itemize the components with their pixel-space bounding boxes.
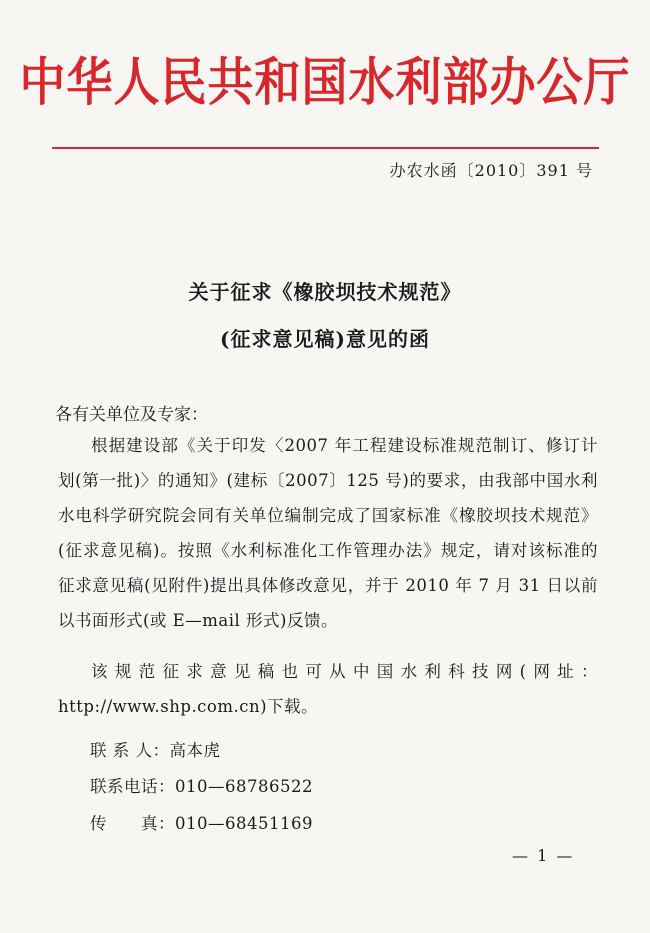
contact-fax: 传 真：010—68451169 (90, 814, 313, 833)
header-divider (52, 147, 599, 149)
contact-phone: 联系电话：010—68786522 (90, 777, 313, 796)
document-number: 办农水函〔2010〕391 号 (389, 161, 593, 180)
contact-person: 联 系 人：高本虎 (90, 741, 221, 760)
body-paragraph-2: 该规范征求意见稿也可从中国水利科技网(网址：http://www.shp.com.cn)下载。 (58, 662, 598, 716)
page-number: — 1 — (512, 846, 575, 865)
document-title-line1: 关于征求《橡胶坝技术规范》 (188, 280, 462, 304)
body-paragraph-1: 根据建设部《关于印发〈2007 年工程建设标准规范制订、修订计划(第一批)〉的通知》(建标〔2007〕125 号)的要求，由我部中国水利水电科学研究院会同有关单位编制完成了国家标准《橡胶坝技术规范》(征求意见稿)。按照《水利标准化工作管理办法》规定，请对该标准的征求意见稿(见附件)提出具体修改意见，并于 2010 年 7 月 31 日以前以书面形式(或 E—mail 形式)反馈。 (58, 436, 598, 630)
org-header-title: 中华人民共和国水利部办公厅 (19, 51, 631, 113)
salutation: 各有关单位及专家： (55, 405, 208, 425)
document-title-line2: (征求意见稿)意见的函 (220, 327, 430, 351)
